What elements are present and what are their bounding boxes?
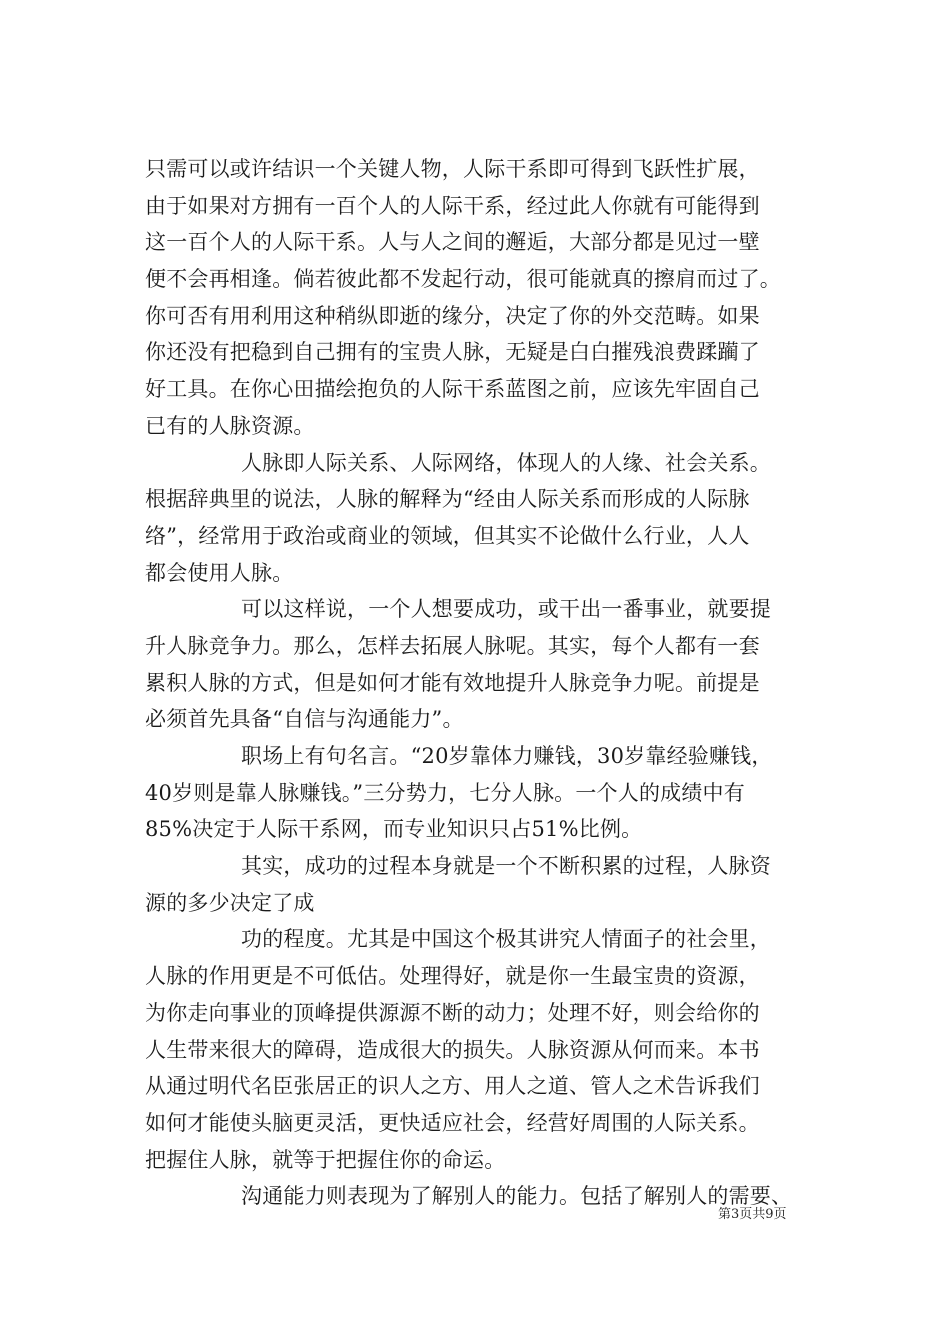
text-line: 已有的人脉资源。 (145, 413, 315, 438)
text-line: 如何才能使头脑更灵活，更快适应社会，经营好周围的人际关系。 (145, 1110, 760, 1135)
paragraph-start-line: 人脉即人际关系、人际网络，体现人的人缘、社会关系。 (241, 450, 771, 475)
text-line: 升人脉竞争力。那么，怎样去拓展人脉呢。其实，每个人都有一套 (145, 633, 760, 658)
text-line: 你可否有用利用这种稍纵即逝的缘分，决定了你的外交范畴。如果 (145, 303, 760, 328)
paragraph-start-line: 功的程度。尤其是中国这个极其讲究人情面子的社会里， (241, 927, 771, 952)
text-line: 由于如果对方拥有一百个人的人际干系，经过此人你就有可能得到 (145, 193, 760, 218)
text-line: 人生带来很大的障碍，造成很大的损失。人脉资源从何而来。本书 (145, 1037, 760, 1062)
paragraph-start-line: 职场上有句名言。“20岁靠体力赚钱，30岁靠经验赚钱， (241, 744, 773, 768)
text-line: 必须首先具备“自信与沟通能力”。 (145, 707, 464, 732)
text-line: 好工具。在你心田描绘抱负的人际干系蓝图之前，应该先牢固自己 (145, 377, 760, 402)
paragraph-start-line: 可以这样说，一个人想要成功，或干出一番事业，就要提 (241, 597, 771, 622)
text-line: 便不会再相逢。倘若彼此都不发起行动，很可能就真的擦肩而过了。 (145, 267, 781, 292)
text-line: 源的多少决定了成 (145, 890, 315, 915)
text-line: 85%决定于人际干系网，而专业知识只占51%比例。 (145, 817, 643, 842)
text-line: 累积人脉的方式，但是如何才能有效地提升人脉竞争力呢。前提是 (145, 670, 760, 695)
text-line: 你还没有把稳到自己拥有的宝贵人脉，无疑是白白摧残浪费蹂躏了 (145, 340, 760, 365)
text-line: 这一百个人的人际干系。人与人之间的邂逅，大部分都是见过一壁 (145, 230, 760, 255)
text-line: 只需可以或许结识一个关键人物，人际干系即可得到飞跃性扩展， (145, 157, 760, 181)
paragraph-start-line: 其实，成功的过程本身就是一个不断积累的过程，人脉资 (241, 854, 771, 879)
text-line: 人脉的作用更是不可低估。处理得好，就是你一生最宝贵的资源， (145, 964, 760, 989)
paragraph-start-line: 沟通能力则表现为了解别人的能力。包括了解别人的需要、 (241, 1184, 793, 1209)
text-line: 都会使用人脉。 (145, 560, 294, 585)
body-text (145, 151, 825, 1215)
text-line: 40岁则是靠人脉赚钱。”三分势力，七分人脉。一个人的成绩中有 (145, 780, 745, 805)
text-line: 根据辞典里的说法，人脉的解释为“经由人际关系而形成的人际脉 (145, 487, 750, 512)
text-line: 为你走向事业的顶峰提供源源不断的动力；处理不好，则会给你的 (145, 1000, 760, 1025)
text-line: 络”，经常用于政治或商业的领域，但其实不论做什么行业，人人 (145, 523, 750, 548)
text-line: 把握住人脉，就等于把握住你的命运。 (145, 1147, 506, 1172)
text-line: 从通过明代名臣张居正的识人之方、用人之道、管人之术告诉我们 (145, 1074, 760, 1099)
page-number: 第3页共9页 (718, 1207, 787, 1222)
